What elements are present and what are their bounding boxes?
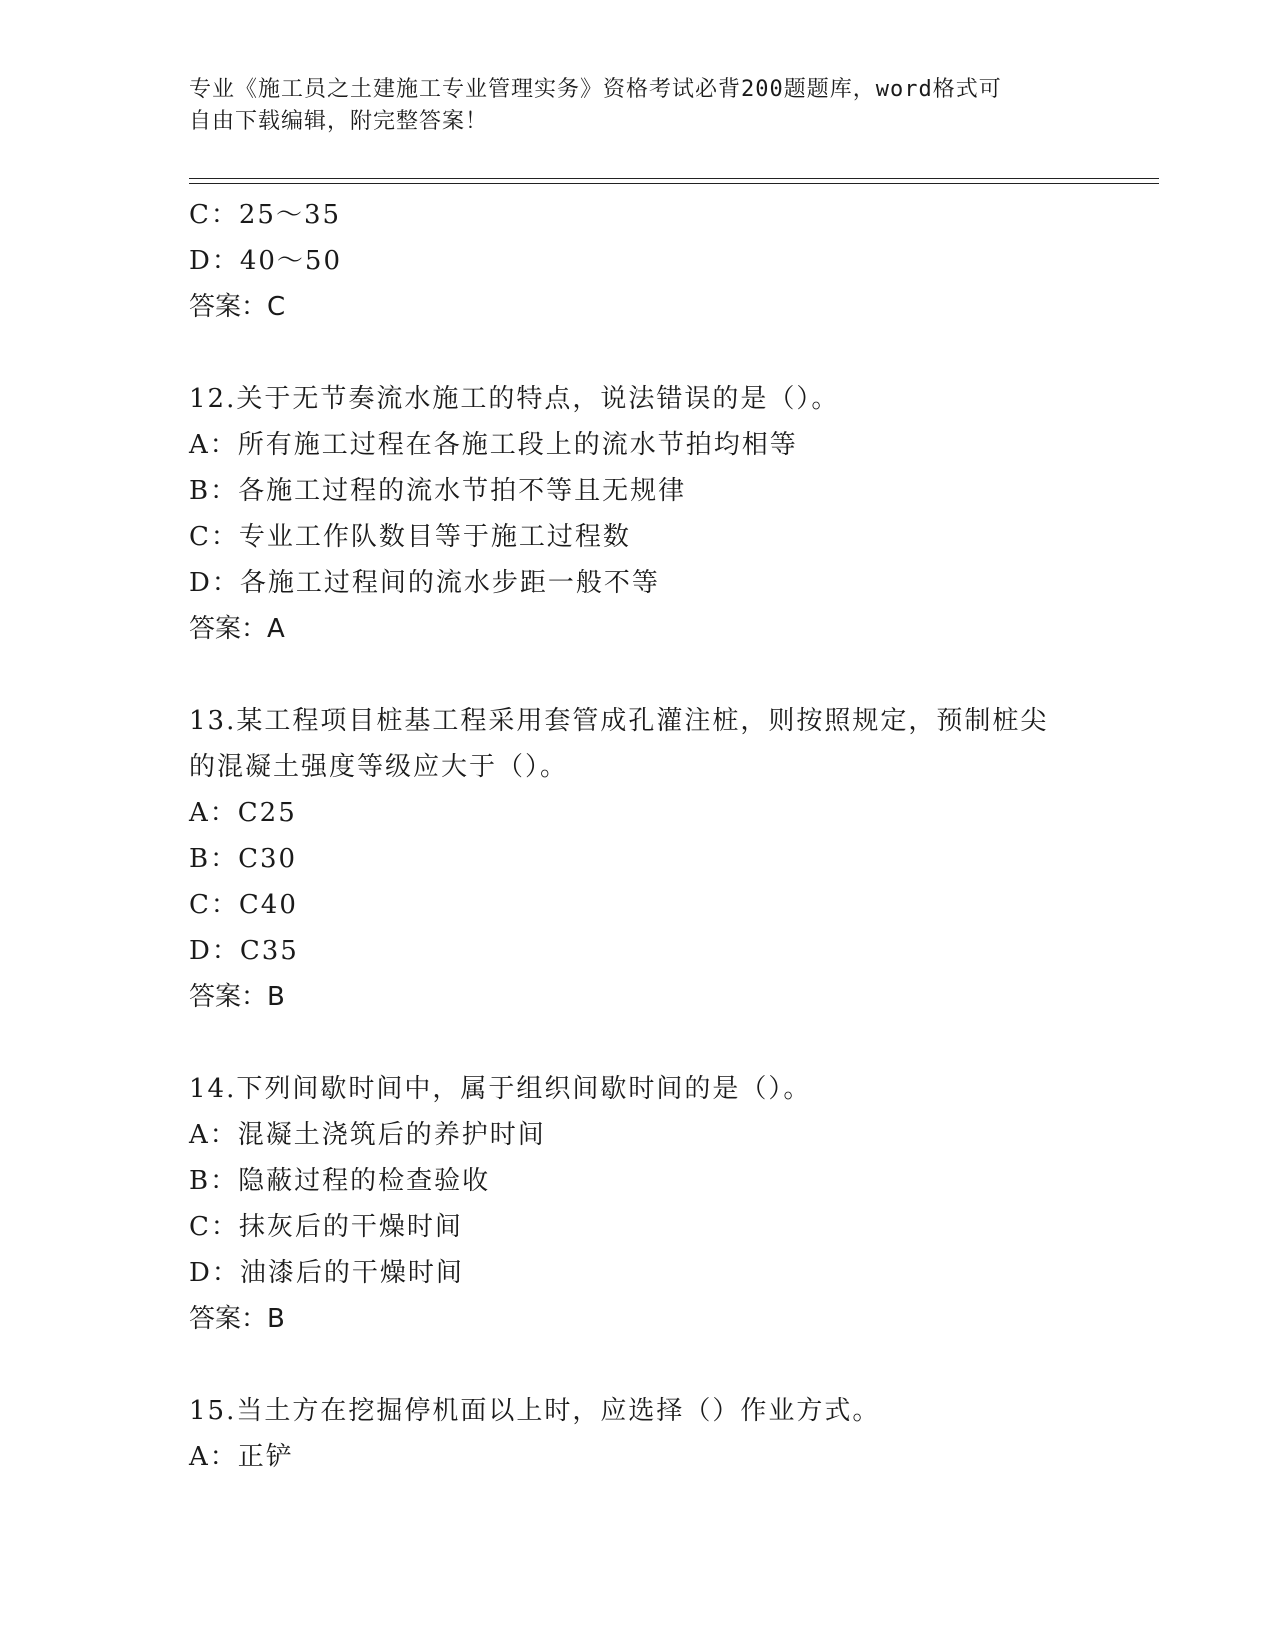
option-c: C：专业工作队数目等于施工过程数 [189, 522, 631, 552]
option-a: A：混凝土浇筑后的养护时间 [189, 1120, 546, 1150]
question-text: 12.关于无节奏流水施工的特点，说法错误的是（）。 [189, 384, 840, 414]
question-block-13 [189, 698, 1089, 1020]
question-content [189, 192, 1089, 1480]
question-block-12 [189, 376, 1089, 652]
option-a: A：C25 [189, 798, 297, 828]
answer-line: 答案：B [189, 982, 285, 1012]
question-block-15 [189, 1388, 1089, 1480]
question-text: 14.下列间歇时间中，属于组织间歇时间的是（）。 [189, 1074, 812, 1104]
answer-line: 答案：A [189, 614, 285, 644]
header-divider-bottom [189, 183, 1159, 184]
spacer [189, 1020, 1089, 1066]
option-d: D：油漆后的干燥时间 [189, 1258, 464, 1288]
spacer [189, 1342, 1089, 1388]
header-line-1: 专业《施工员之土建施工专业管理实务》资格考试必背200题题库，word格式可 [189, 77, 1002, 102]
option-b: B：C30 [189, 844, 298, 874]
spacer [189, 330, 1089, 376]
header-line-2: 自由下载编辑，附完整答案！ [189, 109, 489, 134]
option-d: D：40～50 [189, 246, 343, 276]
option-c: C：抹灰后的干燥时间 [189, 1212, 463, 1242]
option-c: C：25～35 [189, 200, 342, 230]
answer-line: 答案：B [189, 1304, 285, 1334]
question-text-line-1: 13.某工程项目桩基工程采用套管成孔灌注桩，则按照规定，预制桩尖 [189, 706, 1049, 736]
question-block-11 [189, 192, 1089, 330]
answer-line: 答案：C [189, 292, 286, 322]
option-d: D：C35 [189, 936, 299, 966]
option-b: B：各施工过程的流水节拍不等且无规律 [189, 476, 687, 506]
option-a: A：所有施工过程在各施工段上的流水节拍均相等 [189, 430, 798, 460]
option-c: C：C40 [189, 890, 298, 920]
question-block-14 [189, 1066, 1089, 1342]
question-text: 15.当土方在挖掘停机面以上时，应选择（）作业方式。 [189, 1396, 881, 1426]
option-d: D：各施工过程间的流水步距一般不等 [189, 568, 660, 598]
question-text-line-2: 的混凝土强度等级应大于（）。 [189, 752, 569, 782]
spacer [189, 652, 1089, 698]
document-header [189, 74, 1089, 138]
header-divider-top [189, 178, 1159, 179]
option-a: A：正铲 [189, 1442, 294, 1472]
option-b: B：隐蔽过程的检查验收 [189, 1166, 491, 1196]
